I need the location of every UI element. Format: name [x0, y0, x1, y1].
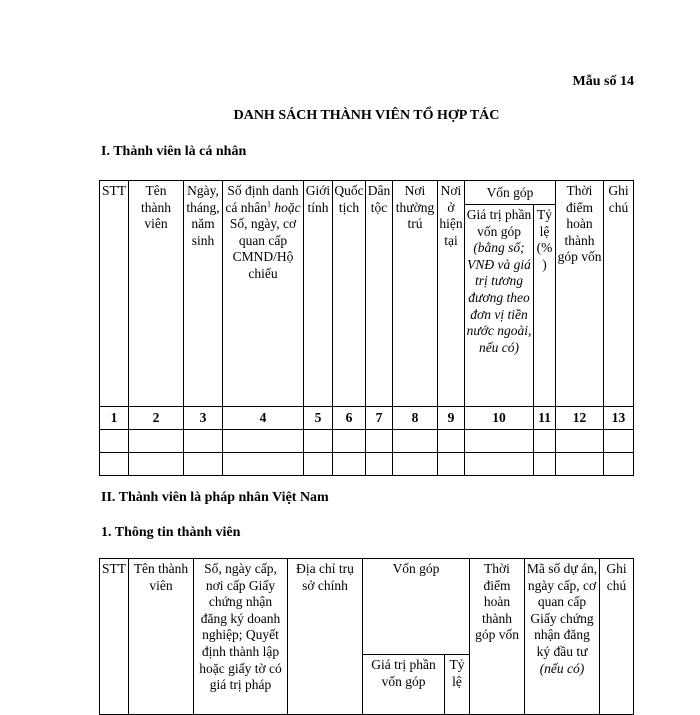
capital-value-note: (bằng số; VNĐ và giá trị tương đương theo đơn vị tiền nước ngoài, nếu có)	[466, 240, 532, 355]
col-completion-time: Thời điểm hoàn thành góp vốn	[556, 181, 604, 407]
col-number: 6	[333, 407, 366, 430]
col-number: 10	[465, 407, 534, 430]
section-1-heading: I. Thành viên là cá nhân	[101, 144, 247, 159]
table-row	[100, 453, 634, 476]
id-card-label: Số, ngày, cơ quan cấp CMND/Hộ chiếu	[229, 216, 297, 281]
col-nationality: Quốc tịch	[333, 181, 366, 407]
col-number: 12	[556, 407, 604, 430]
col-capital-group: Vốn góp	[465, 181, 556, 205]
col-capital-value	[465, 205, 534, 407]
col-personal-id	[223, 181, 304, 407]
col-note: Ghi chú	[600, 559, 634, 715]
form-number: Mẫu số 14	[572, 74, 634, 89]
legal-entity-members-table	[99, 558, 634, 715]
col-number: 8	[393, 407, 438, 430]
col-member-name: Tên thành viên	[129, 559, 194, 715]
or-label: hoặc	[270, 199, 301, 215]
section-2-heading: II. Thành viên là pháp nhân Việt Nam	[101, 490, 329, 505]
col-number: 5	[304, 407, 333, 430]
col-capital-ratio: Tỷ lệ	[445, 655, 470, 715]
col-head-office-address: Địa chỉ trụ sở chính	[288, 559, 363, 715]
table-row	[100, 430, 634, 453]
col-capital-group: Vốn góp	[363, 559, 470, 655]
col-ethnicity: Dân tộc	[366, 181, 393, 407]
document-title: DANH SÁCH THÀNH VIÊN TỔ HỢP TÁC	[233, 108, 500, 123]
section-2-subheading: 1. Thông tin thành viên	[101, 525, 241, 540]
col-note: Ghi chú	[604, 181, 634, 407]
column-number-row	[100, 407, 634, 430]
col-number: 4	[223, 407, 304, 430]
col-number: 11	[534, 407, 556, 430]
col-number: 13	[604, 407, 634, 430]
col-capital-value: Giá trị phần vốn góp	[363, 655, 445, 715]
col-current-residence: Nơi ở hiện tại	[438, 181, 465, 407]
footnote-marker: 1	[266, 199, 271, 209]
col-date-of-birth: Ngày, tháng, năm sinh	[184, 181, 223, 407]
project-note: (nếu có)	[539, 660, 585, 676]
col-business-certificate: Số, ngày cấp, nơi cấp Giấy chứng nhận đăng ký doanh nghiệp; Quyết định thành lập hoặc giấy tờ có giá trị pháp	[194, 559, 288, 715]
personal-id-label: Số định danh cá nhân	[225, 183, 299, 215]
col-capital-ratio: Tỷ lệ (%)	[534, 205, 556, 407]
capital-value-label: Giá trị phần vốn góp	[466, 207, 532, 239]
col-stt: STT	[100, 181, 129, 407]
col-member-name: Tên thành viên	[129, 181, 184, 407]
col-completion-time: Thời điểm hoàn thành góp vốn	[470, 559, 525, 715]
col-number: 7	[366, 407, 393, 430]
col-number: 2	[129, 407, 184, 430]
individual-members-table	[99, 180, 634, 476]
col-investment-project	[525, 559, 600, 715]
project-label: Mã số dự án, ngày cấp, cơ quan cấp Giấy chứng nhận đăng ký đầu tư	[526, 561, 598, 659]
col-number: 3	[184, 407, 223, 430]
col-number: 9	[438, 407, 465, 430]
col-gender: Giới tính	[304, 181, 333, 407]
col-permanent-residence: Nơi thường trú	[393, 181, 438, 407]
col-stt: STT	[100, 559, 129, 715]
col-number: 1	[100, 407, 129, 430]
